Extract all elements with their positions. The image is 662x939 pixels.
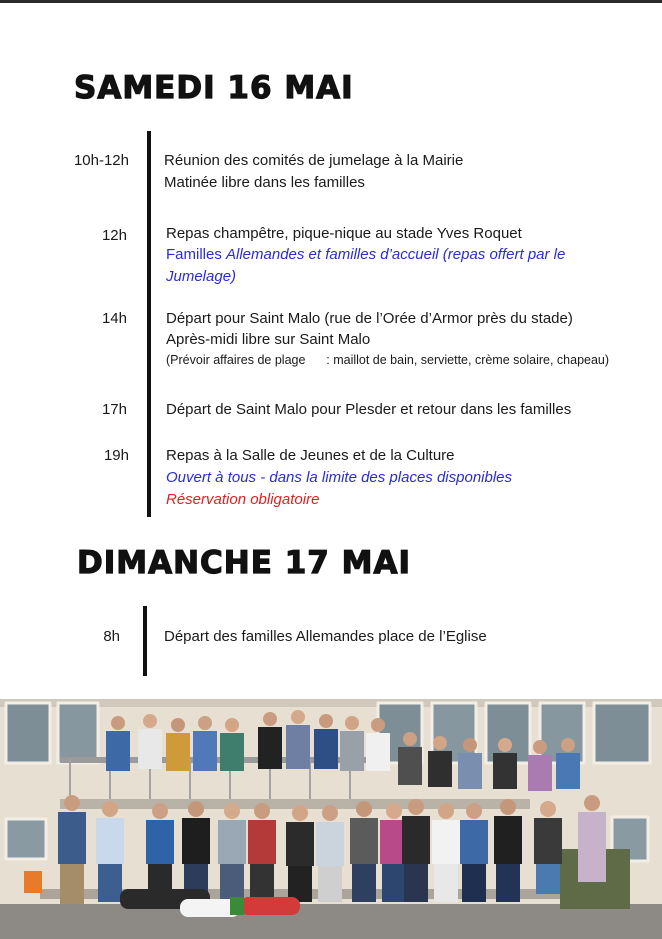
day-title-saturday: SAMEDI 16 MAI	[74, 70, 354, 106]
event-red-note: Réservation obligatoire	[166, 491, 320, 508]
event-time: 14h	[101, 310, 127, 327]
event-blue-note: Ouvert à tous - dans la limite des places disponibles	[166, 469, 513, 486]
event-time: 10h-12h	[73, 152, 129, 169]
event-text: Matinée libre dans les familles	[164, 174, 365, 191]
top-border	[0, 0, 662, 3]
event-note	[166, 246, 565, 263]
group-photo-illustration	[0, 699, 662, 939]
event-text: Repas champêtre, pique-nique au stade Yves Roquet	[166, 225, 522, 242]
day-title-sunday: DIMANCHE 17 MAI	[77, 545, 412, 581]
group-photo	[0, 699, 662, 939]
event-text: Départ des familles Allemandes place de l’Eglise	[164, 628, 487, 645]
event-time: 17h	[101, 401, 127, 418]
event-text: Départ pour Saint Malo (rue de l’Orée d’Armor près du stade)	[166, 310, 573, 327]
event-small-note: (Prévoir affaires de plage : maillot de bain, serviette, crème solaire, chapeau)	[166, 353, 610, 367]
event-time: 19h	[103, 447, 129, 464]
event-text: Départ de Saint Malo pour Plesder et retour dans les familles	[166, 401, 572, 418]
event-time: 12h	[101, 227, 127, 244]
timeline-divider-saturday	[147, 131, 151, 517]
timeline-divider-sunday	[143, 606, 147, 676]
event-time: 8h	[103, 628, 120, 645]
event-note-continued: Jumelage)	[166, 268, 237, 285]
note-prefix: Familles	[166, 246, 227, 263]
event-text: Réunion des comités de jumelage à la Mairie	[164, 152, 464, 169]
event-text: Après-midi libre sur Saint Malo	[166, 331, 371, 348]
event-text: Repas à la Salle de Jeunes et de la Culture	[166, 447, 455, 464]
note-italic: Allemandes et familles d’accueil (repas offert par le	[226, 246, 566, 263]
